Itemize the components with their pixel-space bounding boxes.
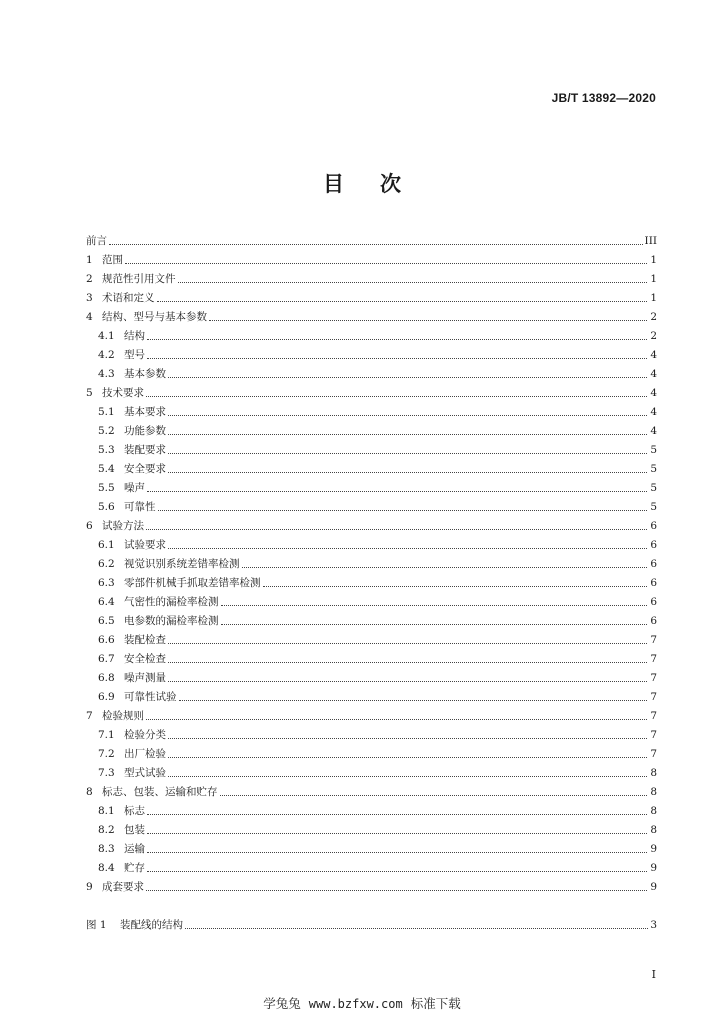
toc-entry[interactable]	[86, 590, 657, 609]
toc-entry-page: 1	[650, 254, 657, 266]
toc-entry-title: 成套要求	[102, 881, 144, 893]
toc-entry-title: 装配检查	[124, 634, 166, 646]
toc-entry-title: 规范性引用文件	[102, 273, 176, 285]
toc-entry-page: 7	[650, 748, 657, 760]
toc-entry-title: 噪声测量	[124, 672, 166, 684]
toc-entry[interactable]	[86, 533, 657, 552]
dot-leader	[168, 453, 647, 454]
dot-leader	[146, 890, 647, 891]
footer-url[interactable]: www.bzfxw.com	[308, 997, 403, 1011]
toc-entry-number: 8.2	[98, 824, 115, 836]
dot-leader	[168, 548, 647, 549]
toc-entry-number: 9	[86, 881, 93, 893]
toc-entry-title: 可靠性	[124, 501, 156, 513]
toc-entry-title: 试验要求	[124, 539, 166, 551]
toc-entry-title: 试验方法	[102, 520, 144, 532]
toc-entry[interactable]	[86, 875, 657, 894]
dot-leader	[168, 377, 647, 378]
toc-entry-title: 范围	[102, 254, 123, 266]
toc-entry-page: 8	[650, 786, 657, 798]
toc-entry[interactable]	[86, 780, 657, 799]
toc-entry-title: 标志	[124, 805, 145, 817]
toc-entry[interactable]	[86, 723, 657, 742]
toc-entry[interactable]	[86, 514, 657, 533]
toc-entry-page: 9	[650, 862, 657, 874]
toc-entry-title: 运输	[124, 843, 145, 855]
toc-entry[interactable]	[86, 381, 657, 400]
dot-leader	[168, 757, 647, 758]
toc-entry-title: 技术要求	[102, 387, 144, 399]
toc-entry[interactable]	[86, 419, 657, 438]
toc-entry-title: 包装	[124, 824, 145, 836]
toc-entry-page: 5	[650, 482, 657, 494]
toc-entry-number: 3	[86, 292, 93, 304]
toc-entry[interactable]	[86, 571, 657, 590]
toc-entry-page: 9	[650, 881, 657, 893]
toc-entry[interactable]	[86, 628, 657, 647]
dot-leader	[168, 662, 647, 663]
toc-entry-page: 4	[650, 406, 657, 418]
toc-entry-title: 可靠性试验	[124, 691, 177, 703]
toc-entry-number: 2	[86, 273, 93, 285]
dot-leader	[109, 244, 643, 245]
toc-entry-title: 装配要求	[124, 444, 166, 456]
toc-entry[interactable]	[86, 685, 657, 704]
toc-entry[interactable]	[86, 362, 657, 381]
toc-entry-number: 6.5	[98, 615, 115, 627]
toc-entry-number: 6.2	[98, 558, 115, 570]
page-number: I	[651, 968, 656, 981]
toc-entry-number: 5	[86, 387, 93, 399]
toc-entry[interactable]	[86, 248, 657, 267]
dot-leader	[242, 567, 648, 568]
dot-leader	[147, 339, 647, 340]
toc-entry-page: 6	[650, 520, 657, 532]
toc-entry-number: 4	[86, 311, 93, 323]
toc-entry[interactable]	[86, 457, 657, 476]
toc-entry-title: 标志、包装、运输和贮存	[102, 786, 218, 798]
toc-entry-title: 电参数的漏检率检测	[124, 615, 219, 627]
toc-entry-page: 7	[650, 672, 657, 684]
toc-entry-title: 视觉识别系统差错率检测	[124, 558, 240, 570]
toc-entry-page: 6	[650, 577, 657, 589]
toc-entry-number: 6.1	[98, 539, 115, 551]
toc-entry-number: 8	[86, 786, 93, 798]
toc-entry-page: 7	[650, 691, 657, 703]
footer	[0, 994, 724, 1012]
toc-entry-number: 7.3	[98, 767, 115, 779]
toc-entry-number: 6.4	[98, 596, 115, 608]
toc-entry-page: 4	[650, 425, 657, 437]
figure-title: 装配线的结构	[120, 919, 183, 931]
dot-leader	[168, 776, 647, 777]
dot-leader	[168, 415, 647, 416]
toc-entry[interactable]	[86, 552, 657, 571]
toc-entry-number: 1	[86, 254, 93, 266]
toc-entry-page: 5	[650, 463, 657, 475]
toc-entry-page: 1	[650, 292, 657, 304]
dot-leader	[168, 681, 647, 682]
toc-entry-page: 6	[650, 558, 657, 570]
toc-entry-number: 7.1	[98, 729, 115, 741]
toc-entry[interactable]	[86, 666, 657, 685]
toc-entry[interactable]	[86, 476, 657, 495]
figure-number: 图 1	[86, 919, 107, 931]
footer-label: 标准下载	[410, 996, 461, 1011]
toc-entry-title: 贮存	[124, 862, 145, 874]
toc-entry-page: 4	[650, 368, 657, 380]
dot-leader	[220, 795, 648, 796]
toc-entry-page: 6	[650, 539, 657, 551]
toc-entry-page: 8	[650, 805, 657, 817]
dot-leader	[125, 263, 647, 264]
toc-entry-title: 功能参数	[124, 425, 166, 437]
toc-entry-title: 型式试验	[124, 767, 166, 779]
toc-entry-page: 4	[650, 349, 657, 361]
toc-entry-page: 5	[650, 444, 657, 456]
toc-entry-number: 6.6	[98, 634, 115, 646]
toc-entry[interactable]	[86, 324, 657, 343]
toc-entry-number: 5.3	[98, 444, 115, 456]
toc-entry-page: III	[644, 235, 657, 247]
toc-entry-title: 安全要求	[124, 463, 166, 475]
dot-leader	[168, 434, 647, 435]
dot-leader	[179, 700, 648, 701]
table-of-contents	[86, 229, 657, 894]
toc-entry-page: 7	[650, 729, 657, 741]
toc-entry[interactable]	[86, 742, 657, 761]
dot-leader	[147, 814, 647, 815]
toc-entry-page: 5	[650, 501, 657, 513]
dot-leader	[147, 833, 647, 834]
toc-entry[interactable]	[86, 305, 657, 324]
dot-leader	[221, 624, 648, 625]
dot-leader	[147, 491, 647, 492]
toc-entry-title: 出厂检验	[124, 748, 166, 760]
toc-entry-number: 5.4	[98, 463, 115, 475]
toc-entry-number: 7.2	[98, 748, 115, 760]
dot-leader	[168, 472, 647, 473]
toc-entry[interactable]	[86, 609, 657, 628]
toc-entry-title: 安全检查	[124, 653, 166, 665]
toc-entry-title: 检验规则	[102, 710, 144, 722]
toc-entry-number: 6.9	[98, 691, 115, 703]
page-title: 目次	[323, 172, 437, 196]
toc-entry-number: 5.6	[98, 501, 115, 513]
toc-entry-number: 4.1	[98, 330, 115, 342]
toc-entry[interactable]	[86, 438, 657, 457]
dot-leader	[147, 871, 647, 872]
toc-entry[interactable]	[86, 229, 657, 248]
toc-entry-page: 6	[650, 615, 657, 627]
toc-entry[interactable]	[86, 704, 657, 723]
toc-entry-page: 1	[650, 273, 657, 285]
figure-entry[interactable]	[86, 913, 657, 932]
toc-entry-page: 2	[650, 330, 657, 342]
standard-code: JB/T 13892—2020	[551, 91, 656, 105]
toc-entry-page: 9	[650, 843, 657, 855]
dot-leader	[263, 586, 648, 587]
toc-entry[interactable]	[86, 343, 657, 362]
toc-entry-page: 8	[650, 824, 657, 836]
dot-leader	[146, 529, 647, 530]
toc-entry-number: 4.2	[98, 349, 115, 361]
toc-entry-title: 气密性的漏检率检测	[124, 596, 219, 608]
dot-leader	[221, 605, 648, 606]
toc-entry-title: 结构、型号与基本参数	[102, 311, 207, 323]
toc-entry-number: 5.2	[98, 425, 115, 437]
toc-entry-page: 7	[650, 653, 657, 665]
toc-entry-title: 噪声	[124, 482, 145, 494]
toc-entry[interactable]	[86, 818, 657, 837]
dot-leader	[185, 928, 648, 929]
toc-entry[interactable]	[86, 647, 657, 666]
toc-entry[interactable]	[86, 799, 657, 818]
toc-entry-number: 8.3	[98, 843, 115, 855]
toc-entry-page: 6	[650, 596, 657, 608]
toc-entry-title: 检验分类	[124, 729, 166, 741]
toc-entry-title: 结构	[124, 330, 145, 342]
toc-entry[interactable]	[86, 761, 657, 780]
dot-leader	[209, 320, 647, 321]
toc-entry-number: 7	[86, 710, 93, 722]
toc-entry[interactable]	[86, 267, 657, 286]
toc-entry[interactable]	[86, 286, 657, 305]
toc-entry-number: 6.7	[98, 653, 115, 665]
toc-entry-title: 前言	[86, 235, 107, 247]
dot-leader	[146, 396, 647, 397]
toc-entry-page: 2	[650, 311, 657, 323]
toc-entry-number: 5.5	[98, 482, 115, 494]
toc-entry-number: 6	[86, 520, 93, 532]
toc-entry-page: 8	[650, 767, 657, 779]
dot-leader	[178, 282, 648, 283]
toc-entry-number: 4.3	[98, 368, 115, 380]
toc-entry[interactable]	[86, 856, 657, 875]
toc-entry-title: 基本要求	[124, 406, 166, 418]
toc-entry-page: 4	[650, 387, 657, 399]
toc-entry-title: 术语和定义	[102, 292, 155, 304]
footer-site: 学兔兔	[263, 996, 301, 1011]
toc-entry-number: 6.3	[98, 577, 115, 589]
dot-leader	[168, 643, 647, 644]
toc-entry[interactable]	[86, 400, 657, 419]
dot-leader	[147, 852, 647, 853]
dot-leader	[157, 301, 648, 302]
toc-entry-number: 6.8	[98, 672, 115, 684]
toc-entry-number: 5.1	[98, 406, 115, 418]
toc-entry-number: 8.1	[98, 805, 115, 817]
dot-leader	[168, 738, 647, 739]
dot-leader	[147, 358, 647, 359]
toc-entry-title: 型号	[124, 349, 145, 361]
toc-entry-page: 7	[650, 634, 657, 646]
dot-leader	[146, 719, 647, 720]
figure-page: 3	[650, 919, 657, 931]
toc-entry-title: 基本参数	[124, 368, 166, 380]
toc-entry[interactable]	[86, 837, 657, 856]
toc-entry[interactable]	[86, 495, 657, 514]
toc-entry-number: 8.4	[98, 862, 115, 874]
toc-entry-page: 7	[650, 710, 657, 722]
dot-leader	[158, 510, 648, 511]
toc-entry-title: 零部件机械手抓取差错率检测	[124, 577, 261, 589]
